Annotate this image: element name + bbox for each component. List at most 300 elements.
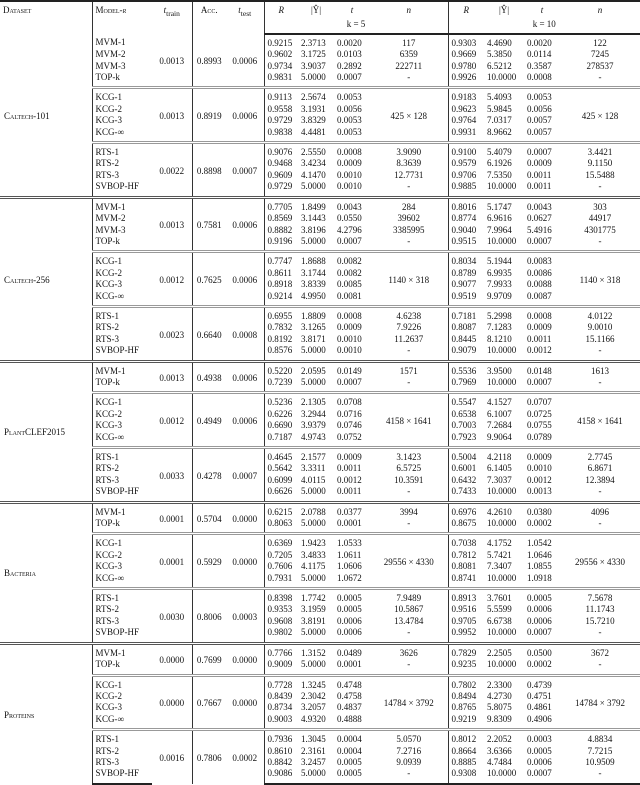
cell-n-k10: 303 [560,197,640,213]
cell-t-k5: 0.0006 [337,615,362,626]
cell-acc: 0.8898 [192,143,226,198]
cell-y-k5: 5.0000 [301,72,326,83]
header-y-k5: |Ŷ| [298,1,334,16]
cell-n-k10: 9.1150 [587,158,613,169]
cell-y-k10: 3.9500 [484,361,524,377]
cell-t-k10: 0.0010 [527,463,552,474]
cell-t-k5: 0.0043 [334,197,370,213]
cell-t-k5: 0.0716 [337,408,362,419]
header-model: Model-r [92,1,152,34]
cell-y-k5: 1.7742 [298,589,334,605]
cell-r-k5: 0.6226 [264,409,298,420]
cell-model: MVM-3 [92,61,152,72]
cell-y-k5: 2.5674 [298,88,334,104]
cell-model: KCG-3 [92,561,152,572]
cell-n-k5: - [407,518,411,529]
dataset-name: Proteins [0,643,92,784]
cell-t-test: 0.0003 [226,589,264,644]
cell-t-k10: 0.0007 [527,627,552,638]
cell-t-k5: 0.0006 [337,627,362,638]
cell-n-k10: - [598,518,602,529]
cell-t-train: 0.0001 [152,502,192,534]
cell-r-k5: 0.5642 [264,463,298,474]
cell-t-k10: 0.0002 [527,659,552,670]
cell-r-k5: 0.7832 [264,322,298,333]
cell-y-k5: 3.1931 [301,103,326,114]
cell-y-k5: 3.2457 [301,756,326,767]
cell-r-k10: 0.9308 [448,768,484,783]
cell-t-k10: 1.0542 [524,534,560,550]
cell-y-k10: 5.2998 [484,306,524,322]
table-row [0,34,640,49]
cell-r-k5: 0.8734 [264,702,298,713]
cell-y-k10: 6.6738 [487,615,512,626]
cell-y-k5: 5.0000 [301,235,326,246]
cell-n-k5: - [370,768,448,783]
cell-t-k10: 0.0053 [524,88,560,104]
cell-y-k5: 5.0000 [301,659,326,670]
cell-r-k5: 0.9353 [264,604,298,615]
cell-r-k10: 0.9303 [448,34,484,49]
table-row [0,561,640,572]
cell-model: MVM-1 [92,643,152,659]
cell-n-k10: - [598,72,602,83]
cell-t-k10: 0.0006 [527,756,552,767]
cell-t-k5: 0.0746 [337,420,362,431]
cell-r-k10: 0.9885 [448,181,484,197]
cell-n-k5: 5.0570 [370,730,448,746]
cell-n-k5: 13.4784 [394,615,424,626]
cell-y-k5: 2.3713 [301,37,326,48]
cell-y-k10: 7.1283 [487,322,512,333]
cell-y-k10: 5.1944 [484,252,524,268]
cell-y-k10: 3.6366 [487,745,512,756]
cell-r-k10: 0.9780 [448,61,484,72]
cell-t-k5: 0.0011 [337,463,362,474]
cell-model: RTS-3 [92,757,152,768]
cell-t-train: 0.0016 [152,730,192,784]
cell-n-k10: 7245 [591,49,609,60]
cell-n-k5: 3626 [370,643,448,659]
cell-model: RTS-1 [92,448,152,464]
cell-t-k10: 0.4861 [527,702,552,713]
cell-model: MVM-1 [92,361,152,377]
cell-r-k5: 0.8063 [264,518,298,534]
cell-r-k5: 0.9734 [264,61,298,72]
cell-acc: 0.5704 [192,502,226,534]
cell-r-k10: 0.7829 [448,643,484,659]
cell-r-k5: 0.9076 [264,143,298,159]
cell-t-k10: 0.0005 [524,589,560,605]
cell-r-k5: 0.4645 [264,448,298,464]
cell-r-k5: 0.8882 [264,225,298,236]
cell-r-k10: 0.8913 [448,589,484,605]
cell-y-k5: 1.3045 [298,730,334,746]
cell-r-k5: 0.9608 [264,616,298,627]
cell-t-k10: 0.0087 [527,290,552,301]
cell-t-k10: 0.0009 [524,448,560,464]
cell-t-train: 0.0023 [152,306,192,361]
cell-t-k5: 0.0550 [337,213,362,224]
cell-t-k10: 0.0011 [527,169,552,180]
dataset-name: Caltech-256 [0,197,92,361]
cell-r-k5: 0.6369 [264,534,298,550]
table-row [0,225,640,236]
cell-n-k5: 7.9489 [370,589,448,605]
cell-n-k5: 3994 [370,502,448,518]
cell-t-train: 0.0012 [152,252,192,307]
header-r-k5: R [264,1,298,16]
cell-model: RTS-2 [92,604,152,615]
cell-n-k5: 8.3639 [396,158,422,169]
cell-r-k10: 0.7038 [448,534,484,550]
cell-y-k10: 7.9933 [487,279,512,290]
cell-n-k5: 3385995 [393,224,425,235]
cell-t-k5: 0.0007 [337,235,362,246]
cell-t-k5: 0.0008 [334,143,370,159]
cell-t-k10: 0.0002 [527,518,552,529]
cell-n-k10: - [598,181,602,192]
cell-y-k10: 10.0000 [487,572,517,583]
table-row [0,432,640,448]
cell-t-k5: 0.0005 [337,756,362,767]
cell-t-k10: 0.0008 [524,306,560,322]
cell-t-k5: 0.0708 [334,393,370,409]
cell-y-k5: 3.3311 [301,463,326,474]
cell-n-k10: 11.1743 [585,604,615,615]
cell-n-k10: 7.5678 [560,589,640,605]
cell-y-k5: 2.0788 [298,502,334,518]
header-n-k10: n [560,1,640,16]
cell-t-test: 0.0006 [226,361,264,393]
table-row [0,127,640,143]
cell-t-k5: 1.0611 [337,549,362,560]
cell-y-k10: 3.7601 [484,589,524,605]
cell-model: KCG-3 [92,279,152,290]
cell-model: KCG-1 [92,534,152,550]
table-row [0,518,640,534]
cell-t-k10: 0.0500 [524,643,560,659]
cell-model: SVBOP-HF [92,627,152,643]
cell-t-test: 0.0006 [226,197,264,252]
cell-model: KCG-2 [92,268,152,279]
table-row [0,377,640,393]
cell-y-k5: 3.8191 [301,615,326,626]
cell-r-k5: 0.9468 [264,158,298,169]
cell-n-k5: 39602 [397,213,420,224]
cell-t-k10: 0.0003 [524,730,560,746]
cell-n-k10: 3.4421 [560,143,640,159]
cell-model: RTS-1 [92,589,152,605]
cell-y-k5: 3.4234 [301,158,326,169]
cell-n-k10: - [598,376,602,387]
cell-model: RTS-3 [92,475,152,486]
cell-r-k5: 0.9838 [264,127,298,143]
cell-r-k10: 0.7969 [448,377,484,393]
cell-t-k5: 0.0489 [334,643,370,659]
cell-y-k10: 2.3300 [484,675,524,691]
cell-n-k10: 9.0010 [587,322,613,333]
cell-y-k5: 3.8171 [301,333,326,344]
table-row [0,573,640,589]
cell-t-k10: 0.0013 [527,486,552,497]
cell-model: MVM-2 [92,49,152,60]
cell-r-k10: 0.9515 [448,236,484,252]
cell-n-k5: 6.5725 [396,463,422,474]
cell-r-k10: 0.7812 [448,550,484,561]
cell-t-k10: 0.0083 [524,252,560,268]
cell-r-k10: 0.7433 [448,486,484,502]
dataset-name: Caltech-101 [4,110,50,121]
cell-y-k10: 6.5212 [487,60,512,71]
cell-acc: 0.8006 [192,589,226,644]
cell-r-k10: 0.9579 [448,158,484,169]
cell-n-k10: 4158 × 1641 [560,393,640,448]
cell-t-k5: 0.0009 [334,448,370,464]
cell-t-k10: 0.0020 [527,37,552,48]
table-row [0,702,640,713]
cell-n-k5: - [407,659,411,670]
cell-n-k10: 122 [593,37,607,48]
cell-r-k10: 0.8012 [448,730,484,746]
cell-y-k10: 7.2684 [487,420,512,431]
cell-t-k5: 1.0672 [337,572,362,583]
cell-y-k5: 3.2057 [301,702,326,713]
cell-model: SVBOP-HF [92,768,152,783]
cell-acc: 0.7699 [192,643,226,675]
cell-t-test: 0.0006 [226,252,264,307]
cell-y-k10: 4.1527 [484,393,524,409]
cell-r-k10: 0.5536 [448,361,484,377]
cell-model: KCG-∞ [92,127,152,143]
cell-n-k10: 3672 [560,643,640,659]
table-row [0,393,640,409]
cell-t-k10: 0.0009 [527,158,552,169]
cell-t-k5: 0.0004 [334,730,370,746]
cell-t-k5: 0.0103 [337,49,362,60]
cell-r-k5: 0.6626 [264,486,298,502]
cell-r-k5: 0.7931 [264,573,298,589]
cell-acc: 0.7581 [192,197,226,252]
cell-n-k5: - [407,181,411,192]
cell-y-k10: 10.0000 [487,376,517,387]
cell-n-k5: 117 [402,37,416,48]
table-row [0,627,640,643]
cell-acc: 0.4949 [192,393,226,448]
table-row [0,72,640,88]
cell-y-k5: 3.8339 [301,279,326,290]
cell-n-k10: 10.9509 [585,756,615,767]
cell-r-k10: 0.8765 [448,702,484,713]
cell-t-k10: 1.0646 [527,549,552,560]
cell-model: KCG-2 [92,409,152,420]
cell-t-k10: 0.0380 [524,502,560,518]
cell-y-k10: 7.3407 [487,561,512,572]
cell-model: RTS-1 [92,306,152,322]
header-y-k10: |Ŷ| [484,1,524,16]
cell-r-k10: 0.9519 [448,291,484,307]
table-row [0,334,640,345]
cell-r-k5: 0.8576 [264,345,298,361]
cell-r-k10: 0.9931 [448,127,484,143]
cell-t-k5: 0.0004 [337,745,362,756]
table-row [0,143,640,159]
cell-r-k5: 0.9729 [264,181,298,197]
cell-y-k5: 5.0000 [301,486,326,497]
cell-y-k5: 2.3042 [301,690,326,701]
cell-model: KCG-2 [92,691,152,702]
cell-t-k10: 0.0043 [524,197,560,213]
cell-r-k5: 0.9831 [264,72,298,88]
cell-model: KCG-1 [92,393,152,409]
cell-y-k5: 4.9950 [301,290,326,301]
cell-y-k5: 3.4833 [301,549,326,560]
cell-t-k5: 0.0149 [334,361,370,377]
cell-y-k5: 2.3161 [301,745,326,756]
cell-y-k5: 2.1577 [298,448,334,464]
cell-y-k5: 4.1175 [301,561,326,572]
cell-y-k10: 6.1007 [487,408,512,419]
cell-n-k5: - [407,72,411,83]
cell-y-k5: 5.0000 [301,572,326,583]
cell-n-k5: 3.9090 [370,143,448,159]
cell-y-k10: 7.9964 [487,224,512,235]
cell-y-k5: 1.9423 [298,534,334,550]
cell-y-k10: 5.7421 [487,549,512,560]
cell-t-k5: 0.0007 [337,72,362,83]
cell-t-k5: 0.0020 [337,37,362,48]
cell-y-k10: 4.4690 [487,37,512,48]
cell-t-k5: 0.0010 [337,333,362,344]
cell-r-k5: 0.7187 [264,432,298,448]
dataset-name: PlantCLEF2015 [0,361,92,502]
cell-y-k10: 10.0000 [487,518,517,529]
cell-n-k10: 44917 [588,213,612,224]
table-row [0,486,640,502]
cell-t-k5: 0.0010 [337,345,362,356]
table-row [0,604,640,615]
cell-n-k10: - [598,659,602,670]
cell-t-k10: 0.0088 [527,279,552,290]
cell-t-k5: 0.0005 [334,768,370,783]
cell-y-k5: 1.3245 [298,675,334,691]
cell-y-k5: 3.1265 [301,322,326,333]
cell-y-k10: 5.4093 [484,88,524,104]
cell-r-k5: 0.8569 [264,213,298,224]
cell-t-k5: 0.4748 [334,675,370,691]
cell-t-train: 0.0013 [152,197,192,252]
cell-model: KCG-3 [92,115,152,126]
cell-n-k10: 4096 [560,502,640,518]
cell-t-test: 0.0000 [226,643,264,675]
cell-r-k10: 0.9706 [448,170,484,181]
cell-t-k5: 0.4837 [337,702,362,713]
cell-y-k10: 6.1405 [487,463,512,474]
cell-y-k10: 6.1926 [487,158,512,169]
cell-r-k10: 0.8494 [448,691,484,702]
cell-y-k10: 10.0000 [487,235,517,246]
cell-n-k10: 7.7215 [587,745,613,756]
cell-model: RTS-3 [92,334,152,345]
cell-r-k10: 0.9926 [448,72,484,88]
cell-y-k10: 5.4079 [484,143,524,159]
cell-t-k10: 0.4751 [527,690,552,701]
cell-model: KCG-1 [92,675,152,691]
cell-t-train: 0.0022 [152,143,192,198]
cell-r-k10: 0.9623 [448,104,484,115]
cell-r-k10: 0.6976 [448,502,484,518]
cell-t-k5: 0.0053 [334,88,370,104]
cell-t-k5: 0.0082 [337,267,362,278]
cell-t-k5: 0.0053 [337,126,362,137]
cell-r-k5: 0.8192 [264,334,298,345]
cell-n-k10: 15.1166 [585,333,615,344]
cell-y-k10: 7.3037 [487,474,512,485]
cell-r-k10: 0.6432 [448,475,484,486]
table-row [0,714,640,730]
cell-t-k5: 0.0377 [334,502,370,518]
cell-n-k5: - [407,486,411,497]
table-row [0,213,640,224]
cell-y-k10: 10.0000 [484,768,524,783]
cell-t-k10: 0.0114 [527,49,552,60]
cell-n-k10: 12.3894 [585,474,615,485]
cell-y-k5: 4.9320 [301,713,326,724]
cell-n-k5: - [407,376,411,387]
cell-r-k5: 0.6690 [264,420,298,431]
cell-model: KCG-2 [92,550,152,561]
cell-y-k5: 5.0000 [301,627,326,638]
cell-acc: 0.6640 [192,306,226,361]
cell-n-k5: 7.2716 [396,745,422,756]
cell-n-k10: 1140 × 318 [560,252,640,307]
cell-n-k10: 6.8671 [587,463,613,474]
cell-acc: 0.4278 [192,448,226,503]
cell-r-k5: 0.9602 [264,49,298,60]
cell-t-k10: 0.0009 [527,322,552,333]
cell-t-k10: 0.0012 [527,474,552,485]
cell-model: KCG-∞ [92,291,152,307]
table-row [0,768,640,783]
cell-t-test: 0.0000 [226,675,264,730]
cell-n-k10: 15.7210 [585,615,615,626]
cell-model: KCG-∞ [92,432,152,448]
cell-n-k5: 9.0939 [396,756,422,767]
cell-r-k10: 0.9219 [448,714,484,730]
cell-r-k10: 0.9516 [448,604,484,615]
cell-y-k10: 4.7484 [487,756,512,767]
cell-y-k5: 4.1470 [301,169,326,180]
table-row [0,291,640,307]
cell-n-k5: - [407,345,411,356]
cell-r-k5: 0.7766 [264,643,298,659]
cell-y-k5: 4.9743 [301,431,326,442]
cell-y-k10: 2.2505 [484,643,524,659]
cell-r-k5: 0.9802 [264,627,298,643]
cell-r-k10: 0.8016 [448,197,484,213]
cell-y-k10: 8.9662 [487,126,512,137]
table-row [0,463,640,474]
cell-n-k5: 425 × 128 [370,88,448,143]
cell-y-k5: 3.9037 [301,60,326,71]
cell-r-k10: 0.9669 [448,49,484,60]
cell-n-k5: 284 [370,197,448,213]
cell-n-k5: 1571 [370,361,448,377]
header-acc: Acc. [192,1,226,34]
cell-r-k10: 0.7923 [448,432,484,448]
cell-y-k10: 4.1752 [484,534,524,550]
cell-r-k5: 0.7936 [264,730,298,746]
